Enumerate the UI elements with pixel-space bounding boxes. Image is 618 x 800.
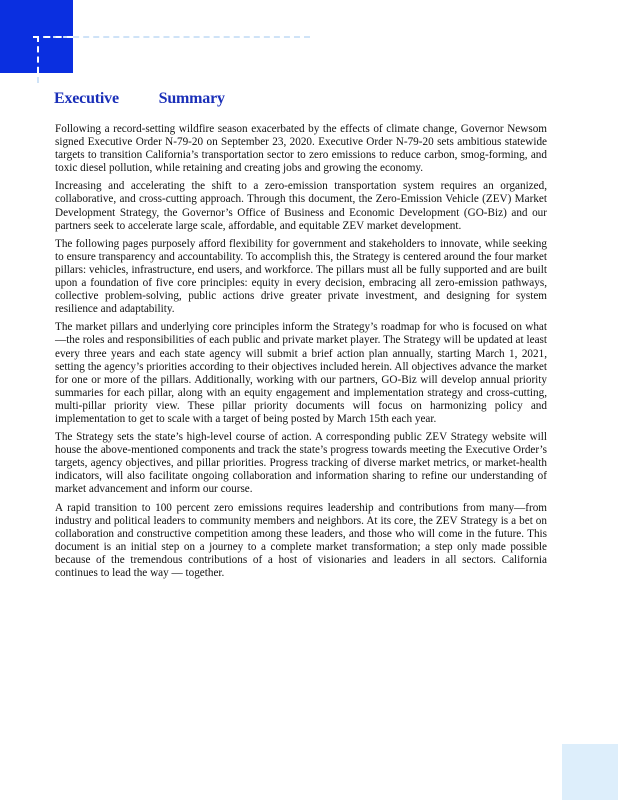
paragraph-4: The market pillars and underlying core principles inform the Strategy’s roadmap for who is focused on what —the roles and responsibilities of each public and private market player. The Strategy will be updated at least every three years and each state agency will submit a brief action plan annually, starting March 1, 2021, setting the agency’s priorities according to their objectives included herein. All objectives advance the market for one or more of the pillars. Additionally, working with our partners, GO-Biz will develop annual priority summaries for each pillar, along with an equity engagement and implementation strategy and cross-cutting, multi-pillar priority view. These pillar priority documents will focus on harmonizing policy and implementation to get to scale with a target of being posted by March 15th each year. [55,321,547,425]
summary-body [55,123,547,585]
dashed-rule-horizontal [33,36,310,38]
dashed-rule-horizontal-inner [33,36,73,38]
page-title: Executive Summary [54,90,225,107]
corner-accent-bottom-right [562,744,618,800]
paragraph-2: Increasing and accelerating the shift to a zero-emission transportation system requires an organized, collaborative, and cross-cutting approach. Through this document, the Zero-Emission Vehicle (ZEV) Market Development Strategy, the Governor’s Office of Business and Economic Development (GO-Biz) and our partners seek to accelerate large scale, affordable, and equitable ZEV market development. [55,180,547,232]
dashed-rule-vertical-inner [37,36,39,73]
paragraph-5: The Strategy sets the state’s high-level course of action. A corresponding public ZEV Strategy website will house the above-mentioned components and track the state’s progress towards meeting the Executive Order’s targets, agency objectives, and pillar priorities. Progress tracking of diverse market metrics, or market-health indicators, will also facilitate ongoing collaboration and information sharing to refine our understanding of market advancement and inform our course. [55,431,547,496]
paragraph-3: The following pages purposely afford flexibility for government and stakeholders to innovate, while seeking to ensure transparency and accountability. To accomplish this, the Strategy is centered around the four market pillars: vehicles, infrastructure, end users, and workforce. The pillars must all be fully supported and are built upon a foundation of five core principles: equity in every decision, embracing all zero-emission pathways, collective problem-solving, public actions drive greater private investment, and designing for system resilience and adaptability. [55,237,547,316]
paragraph-6: A rapid transition to 100 percent zero emissions requires leadership and contributions from many—from industry and political leaders to community members and neighbors. At its core, the ZEV Strategy is a bet on collaboration and constructive competition among these leaders, and those who will come in the future. This document is an initial step on a journey to a complete market transformation; a step only made possible because of the tremendous contributions of a host of visionaries and leaders in all sectors. California continues to lead the way — together. [55,501,547,579]
paragraph-1: Following a record-setting wildfire season exacerbated by the effects of climate change, Governor Newsom signed Executive Order N-79-20 on September 23, 2020. Executive Order N-79-20 sets ambitious statewide targets to transition California’s transportation sector to zero emissions to reduce carbon, smog-forming, and toxic diesel pollution, while retaining and creating jobs and growing the economy. [55,123,547,175]
